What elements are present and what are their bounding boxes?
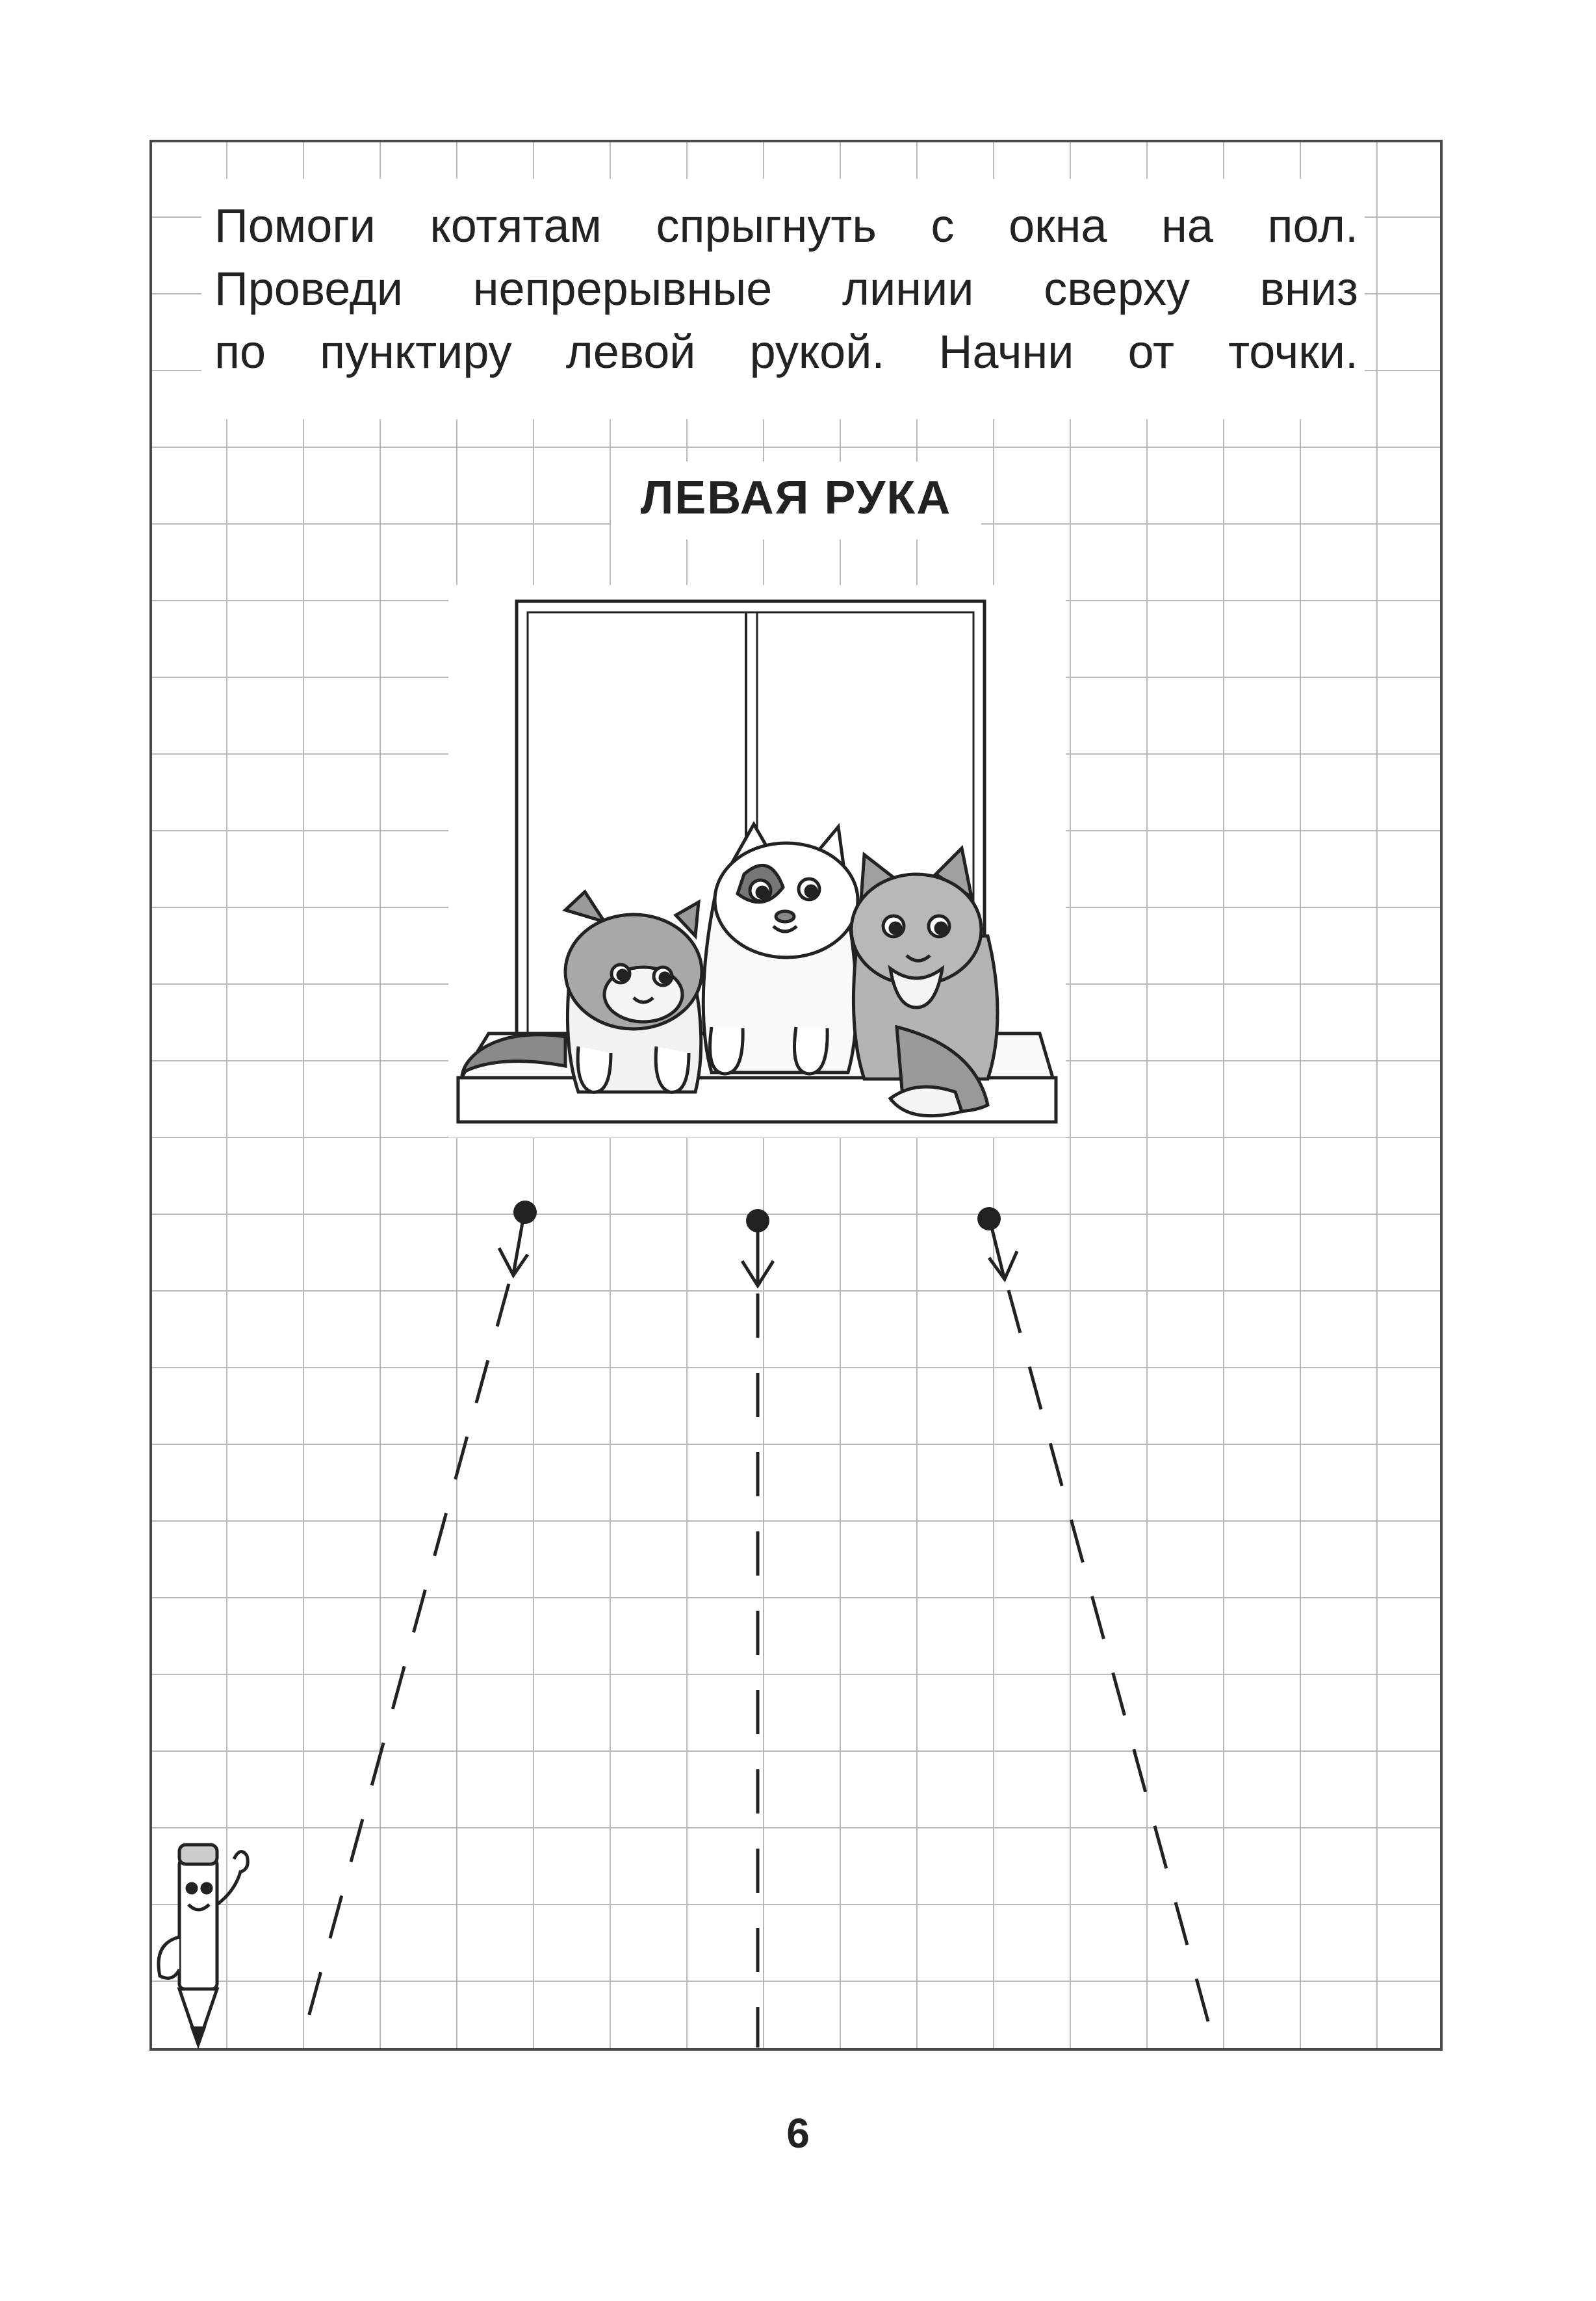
instructions-line-3: по пунктиру левой рукой. Начни от точки. (214, 326, 1358, 378)
arrow-down-icon (989, 1251, 1017, 1279)
start-dot (513, 1201, 537, 1224)
kitten-middle-icon (703, 824, 858, 1074)
instructions-line-2: Проведи непрерывные линии сверху вниз (214, 263, 1358, 315)
instructions-line-1: Помоги котятам спрыгнуть с окна на пол. (214, 200, 1358, 252)
page-number: 6 (786, 2110, 810, 2157)
trace-path-right (977, 1207, 1215, 2048)
kitten-right-icon (851, 848, 997, 1116)
section-title: ЛЕВАЯ РУКА (640, 472, 952, 524)
kitten-left-icon (463, 892, 702, 1092)
trace-path-middle (742, 1209, 773, 2048)
trace-path-left (300, 1201, 537, 2048)
pencil-mascot-icon (159, 1845, 248, 2044)
start-dot (977, 1207, 1001, 1230)
